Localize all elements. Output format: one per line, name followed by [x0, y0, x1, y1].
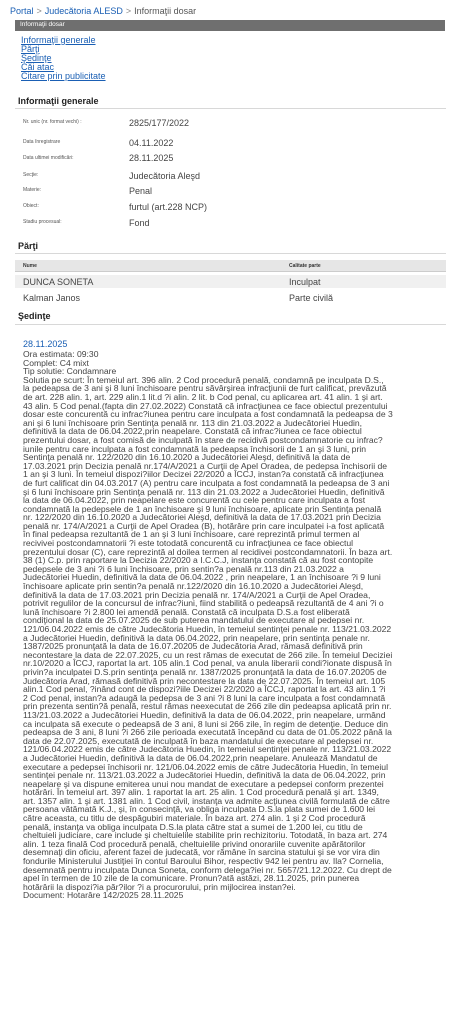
hearing-text-line: condamnată la pedepsele de 1 an închisoare şi 9 luni închisoare, aplicate prin Sentinţa penală [23, 503, 382, 514]
hearing-text-line: fondurile Ministerului Justiţiei în contul Baroului Bihor, respectiv 942 lei pentru av. Ila? Cornelia, [23, 856, 384, 867]
hearing-text-line: neapelare şi va dispune emiterea unui nou mandat de executare a pedepsei conform prezentei [23, 778, 384, 789]
hearing-text-line: 1387/2025 pronunţată la data de 16.07.20205 de Judecătoria Arad, rămasă definitivă prin [23, 641, 363, 652]
hearing-text-line: la pedeapsa de 3 ani şi 8 luni închisoare pentru săvârşirea infracţiunii de furt calificat, prevăzută [23, 383, 387, 394]
hearing-text-line: nr. 122/2020 din 16.10.2020 a Judecătoriei Aleşd, definitivă la data de 17.03.2021 prin Decizia [23, 512, 381, 523]
party-role: Inculpat [289, 277, 321, 287]
hearing-text-line: condiţional la data de 25.07.2025 de sub puterea mandatului de executare al pedepsei nr. [23, 615, 365, 626]
hearing-text-line: de furt calificat din 04.03.2017 (A) pentru care inculpata a fost condamnată la pedeapsa de 3 ani [23, 477, 390, 488]
label-nr-unic: Nr. unic (nr. format vechi) : [23, 119, 82, 125]
hearing-text-line: iunile pentru care inculpata a fost condamnată la pedeapsa închisorii de 1 an şi 3 luni, prin [23, 443, 367, 454]
section-divider [15, 108, 446, 109]
hearing-text-line: apel în termen de 10 zile de la comunicare. Pronun?ată astăzi, 28.11.2025, prin punerea [23, 873, 360, 884]
hearing-text-line: desemnaţi din oficiu, aferent fazei de judecată, vor rămâne în sarcina statului şi se vor vira din [23, 847, 380, 858]
hearing-solution-type: Tip solutie: Condamnare [23, 366, 117, 377]
hearing-text-line: 1 an şi 3 luni. În temeiul dispozi?iilor Decizei 22/2020 a ÎCCJ, instan?a constată că infracţiunea [23, 469, 384, 480]
hearing-text-line: definitivă la data de 06.04.2022,prin neapelare. Constată că infrac?iunea ce face obiectul [23, 426, 362, 437]
hearing-details [23, 350, 455, 900]
hearing-text-line: Document: Hotarâre 142/2025 28.11.2025 [23, 890, 184, 901]
hearing-text-line: prezentului dosar (C), care reprezintă al doilea termen al recidivei postcondamnatorii. În baza art. [23, 546, 393, 557]
hearing-text-line: definitivă la data de 17.03.2021 prin Decizia penală nr. 174/A/2021 a Curţii de Apel Oradea, [23, 589, 371, 600]
hearing-text-line: desemnată pentru inculpata Dunca Soneta, conform delega?iei nr. 5657/21.12.2022. Cu drept de [23, 864, 392, 875]
nav-link-informatii-generale[interactable]: Informaţii generale [21, 35, 96, 45]
hearing-text-line: la data de 06.04.2022, prin neapelare este concurentă cu cele pentru care inculpata a fost [23, 495, 366, 506]
section-title-parti: Părţi [18, 241, 39, 251]
hearing-text-line: prin prezenta sentin?ă penală, restul rămas neexecutat de 266 zile din pedeapsa aplicată prin nr. [23, 701, 392, 712]
breadcrumb [10, 6, 196, 16]
hearing-text-line: alin. 1 teza finală Cod procedură penală, cheltuielile privind onorariile cuvenite apărătorilor [23, 838, 366, 849]
hearing-text-line: 43 alin. 5 Cod penal.(fapta din 27.02.2022) Constată că infracţiunea ce face obiectul prezentului [23, 400, 388, 411]
value-data-inregistrare: 04.11.2022 [129, 138, 174, 148]
breadcrumb-separator: > [125, 6, 132, 16]
section-title-sedinte: Şedinţe [18, 311, 51, 321]
label-sectie: Secţie: [23, 172, 39, 178]
breadcrumb-portal-link[interactable]: Portal [10, 6, 34, 16]
value-materie: Penal [129, 186, 153, 196]
hearing-text-line: privin?a inculpatei D.S.prin sentinţa penală nr. 1387/2025 pronunţată la data de 16.07.20205 de [23, 666, 387, 677]
breadcrumb-separator: > [36, 6, 42, 16]
hearing-text-line: art. 1357 alin. 1 şi art. 1381 alin. 1 Cod civil, instanţa va admite acţiunea civilă formulată de către [23, 795, 390, 806]
hearing-date: 28.11.2025 [23, 339, 68, 349]
hearing-text-line: în final pedeapsa rezultantă de 1 an şi 3 luni închisoare, care reprezintă primul termen al [23, 529, 360, 540]
hearing-text-line: ca inculpata să execute o pedeapsă de 3 ani, 8 luni si 266 zile, în regim de detenţie. Deduce din [23, 718, 388, 729]
label-data-ultimei-modificari: Data ultimei modificări: [23, 155, 74, 161]
label-stadiu-procesual: Stadiu procesual: [23, 219, 62, 225]
label-data-inregistrare: Data înregistrare [23, 139, 61, 145]
hearing-text-line: lună închisoare ?i 2.800 lei amendă penală. Constată că inculpata D.S.a fost eliberată [23, 606, 350, 617]
hearing-text-line: hotărâri. În temeiul art. 397 alin. 1 raportat la art. 25 alin. 1 Cod procedură penală şi art. 1349, [23, 787, 379, 798]
hearing-text-line: Judecătoriei Huedin, definitivă la data de 06.04.2022 , prin neapelare, 1 an închisoare ?i 9 luni [23, 572, 381, 583]
tab-informatii-dosar[interactable]: Informaţii dosar [20, 21, 65, 28]
hearing-text-line: potrivit regulilor de la concursul de infrac?iuni, fiind stabilită o pedeapsă rezultantă de 4 ani ?i o [23, 598, 384, 609]
value-data-ultimei-modificari: 28.11.2025 [129, 153, 174, 163]
hearing-text-line: pedeapsa de 3 ani, 8 luni ?i 266 zile perioada executată începând cu data de 01.05.2022 până la [23, 727, 392, 738]
hearing-text-line: 38 (1) C.p. prin raportare la Decizia 22/2020 a I.C.C.J, instanţa constată că au fost contopite [23, 555, 374, 566]
hearing-panel: Complet: C4 mixt [23, 357, 89, 368]
party-name: Kalman Janos [23, 293, 81, 303]
hearing-text-line: hotărârii la dispozi?ia păr?ilor ?i a procurorului, prin mijlocirea instan?ei. [23, 881, 296, 892]
hearing-text-line: 2 Cod penal, instan?a adaugă la pedepsa de 3 ani ?i 8 luni la care inculpata a fost condamnată [23, 692, 386, 703]
hearing-text-line: a Judecătoriei Huedin, definitivă la data 06.04.2022, prin neapelare, prin sentinţa penale nr. [23, 632, 370, 643]
nav-link-sedinte[interactable]: Şedinţe [21, 53, 52, 63]
hearing-text-line: alin.1 Cod penal, ?inând cont de dispozi?iile Decizei 22/2020 a ÎCCJ, raportat la art. 43 alin.1 ?i [23, 684, 386, 695]
hearing-text-line: 121/06.04.2022 emis de către Judecătoria Huedin, în temeiul sentinţei penale nr. 113/21.03.2022 [23, 744, 392, 755]
hearing-text-line: necontestare la data de 22.07.2025, cu un rest rămas de executat de 266 zile. În temeiul Deciziei [23, 649, 393, 660]
hearing-text-line: dosar este concurentă cu infrac?iunea pentru care inculpata a fost condamnată la pedeapsa de 3 [23, 409, 393, 420]
hearing-text-line: penală, instanţa va obliga inculpata D.S.la plata către stat a sumei de 1.200 lei, cu titlu de [23, 821, 363, 832]
label-materie: Materie: [23, 187, 42, 193]
hearing-text-line: Solutia pe scurt: În temeiul art. 396 alin. 2 Cod procedură penală, condamnă pe inculpata D.S., [23, 374, 384, 385]
hearing-text-line: închisoare aplicate prin sentin?a penală nr.122/2020 din 16.10.2020 a Judecătoriei Aleşd, [23, 581, 364, 592]
hearing-text-line: 113/21.03.2022 a Judecătoriei Huedin, definitivă la data de 06.04.2022, prin neapelare, urmând [23, 709, 386, 720]
hearing-text-line: prezentului dosar, a fost comisă de inculpată în stare de recidivă postcondamnatorie cu infrac? [23, 434, 383, 445]
hearing-text-line: executare a pedepsei închisorii nr. 121/06.04.2022 emis de către Judecătoria Huedin, în temeiul [23, 761, 388, 772]
nav-link-citare-publicitate[interactable]: Citare prin publicitate [21, 71, 106, 81]
section-divider [15, 253, 446, 254]
hearing-text-line: penală nr. 174/A/2021 a Curţii de Apel Oradea (B), hotărâre prin care inculpatei i-a fost aplicată [23, 520, 385, 531]
hearing-time: Ora estimata: 09:30 [23, 349, 99, 359]
value-obiect: furtul (art.228 NCP) [129, 202, 208, 212]
table-row [15, 275, 446, 288]
section-nav [21, 36, 106, 81]
parti-table-header [15, 260, 446, 272]
hearing-text-line: data de 22.07.2025, executată de inculpată în baza mandatului de executare al pedepsei nr. [23, 735, 374, 746]
hearing-text-line: persoana vătămată K.J., şi, în consecinţă, va obliga inculpata D.S.la plata sumei de 1.600 lei [23, 804, 376, 815]
breadcrumb-court-link[interactable]: Judecătoria ALESD [44, 6, 123, 16]
hearing-text-line: sentinţei penale nr. 113/21.03.2022 a Judecătoriei Huedin, definitivă la data de 06.04.2022, prin [23, 770, 386, 781]
section-divider [15, 324, 446, 325]
value-stadiu-procesual: Fond [129, 218, 150, 228]
hearing-text-line: 121/06.04.2022 emis de către Judecătoria Huedin, în temeiul sentinţei penale nr. 113/21.03.2022 [23, 624, 392, 634]
hearing-text-line: nr.10/2020 a ÎCCJ, raportat la art. 105 alin.1 Cod penal, va anula liberarii condi?ionate dispusă în [23, 658, 392, 669]
hearing-text-line: pedepsele de 3 ani ?i 6 luni închisoare, prin sentin?a penală nr.113 din 21.03.2022 a [23, 563, 344, 574]
hearing-text-line: şi 6 luni închisoare prin Sentinţa penală nr. 113 din 21.03.2022 a Judecătoriei Huedin, definitivă [23, 486, 385, 497]
hearing-text-line: Judecătoria Arad, rămasă definitivă prin necontestare la data de 22.07.2025. În temeiul art. 105 [23, 675, 386, 686]
table-row [15, 291, 446, 304]
party-role: Parte civilă [289, 293, 334, 303]
hearing-text-line: 17.03.2021 prin Decizia penală nr.174/A/2021 a Curţii de Apel Oradea, de pedepsa închisorii de [23, 460, 388, 471]
party-name: DUNCA SONETA [23, 277, 94, 287]
nav-link-cai-atac[interactable]: Căi atac [21, 62, 55, 72]
hearing-text-line: ani şi 6 luni închisoare prin Sentinţa penală nr. 113 din 21.03.2022 a Judecătoriei Huedin, [23, 417, 363, 428]
label-obiect: Obiect: [23, 203, 39, 209]
breadcrumb-current: Informaţii dosar [134, 6, 197, 16]
hearing-text-line: Sentinţa penală nr. 122/2020 din 16.10.2020 a Judecătoriei Aleşd, definitivă la data de [23, 452, 351, 463]
section-title-informatii-generale: Informaţii generale [18, 96, 99, 106]
hearing-text-line: de art. 228 alin. 1, art. 229 alin.1 lit.d ?i alin. 2 lit. b Cod penal, cu aplicarea art. 41 alin. 1 şi art. [23, 391, 383, 402]
hearing-text-line: către aceasta, cu titlu de despăgubiri materiale. În baza art. 274 alin. 1 şi 2 Cod procedură [23, 813, 366, 824]
nav-link-parti[interactable]: Părţi [21, 44, 40, 54]
hearing-text-line: recivivei postcondamnatorii ?i este totodată concurentă cu infracţiunea ce face obiectul [23, 538, 354, 549]
tab-bar [15, 20, 445, 31]
column-header-calitate: Calitate parte [289, 263, 321, 269]
value-nr-unic: 2825/177/2022 [129, 118, 190, 128]
hearing-text-line: a Judecătoriei Huedin, definitivă la data de 06.04.2022,prin neapelare. Anulează Mandatul de [23, 752, 378, 763]
column-header-nume: Nume [23, 263, 37, 269]
value-sectie: Judecătoria Aleşd [129, 171, 201, 181]
hearing-text-line: cheltuieli judiciare, care include şi cheltuielile stabilite prin rechizitoriu. Totodată, în baza art. 274 [23, 830, 388, 841]
